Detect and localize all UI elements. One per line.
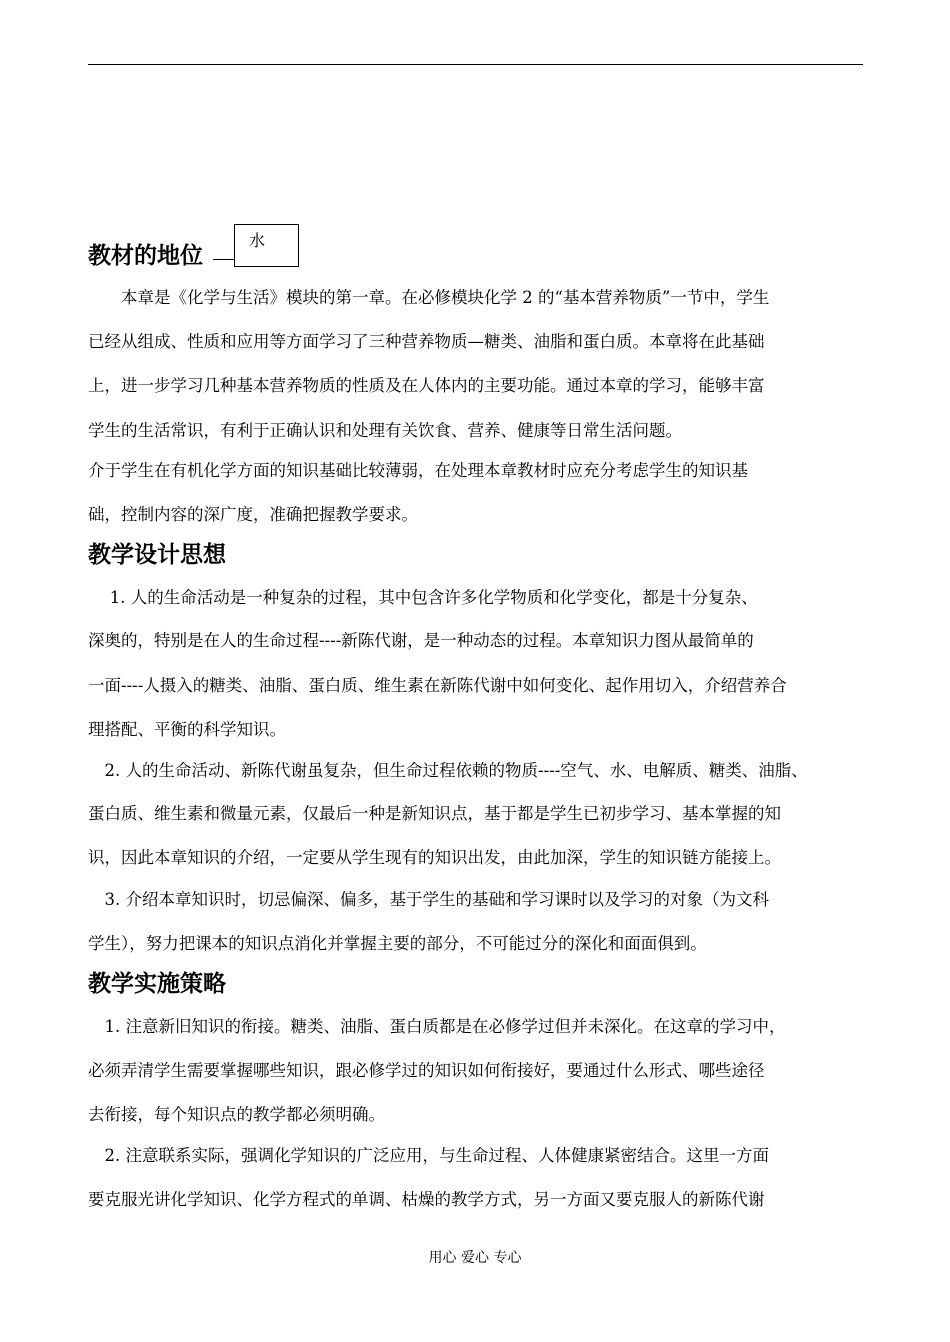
paragraph-line: 必须弄清学生需要掌握哪些知识，跟必修学过的知识如何衔接好，要通过什么形式、哪些途径 — [88, 1061, 765, 1080]
header-rule — [88, 64, 863, 65]
paragraph-line: 本章是《化学与生活》模块的第一章。在必修模块化学 2 的“基本营养物质”一节中，学生 — [88, 288, 770, 307]
paragraph-line: 1. 注意新旧知识的衔接。糖类、油脂、蛋白质都是在必修学过但并未深化。在这章的学习中， — [88, 1017, 786, 1036]
paragraph-line: 2. 注意联系实际，强调化学知识的广泛应用，与生命过程、人体健康紧密结合。这里一方面 — [88, 1146, 769, 1165]
water-box — [234, 224, 299, 267]
paragraph-line: 学生），努力把课本的知识点消化并掌握主要的部分，不可能过分的深化和面面俱到。 — [88, 934, 707, 953]
paragraph-line: 理搭配、平衡的科学知识。 — [88, 720, 286, 739]
paragraph-line: 1. 人的生命活动是一种复杂的过程，其中包含许多化学物质和化学变化，都是十分复杂、 — [88, 588, 758, 607]
paragraph-line: 学生的生活常识，有利于正确认识和处理有关饮食、营养、健康等日常生活问题。 — [88, 421, 682, 440]
paragraph-line: 础，控制内容的深广度，准确把握教学要求。 — [88, 505, 418, 524]
paragraph-line: 3. 介绍本章知识时，切忌偏深、偏多，基于学生的基础和学习课时以及学习的对象（为文科 — [88, 890, 769, 909]
paragraph-line: 去衔接，每个知识点的教学都必须明确。 — [88, 1105, 385, 1124]
section-heading-design: 教学设计思想 — [88, 542, 226, 568]
paragraph-line: 上，进一步学习几种基本营养物质的性质及在人体内的主要功能。通过本章的学习，能够丰富 — [88, 376, 765, 395]
paragraph-line: 蛋白质、维生素和微量元素，仅最后一种是新知识点，基于都是学生已初步学习、基本掌握的知 — [88, 804, 781, 823]
paragraph-line: 2. 人的生命活动、新陈代谢虽复杂，但生命过程依赖的物质----空气、水、电解质、糖类、油脂、 — [88, 761, 808, 780]
section-heading-strategy: 教学实施策略 — [88, 971, 226, 997]
box-connector-line — [213, 259, 235, 260]
water-box-label: 水 — [249, 231, 266, 250]
paragraph-line: 已经从组成、性质和应用等方面学习了三种营养物质—糖类、油脂和蛋白质。本章将在此基础 — [88, 332, 765, 351]
paragraph-line: 介于学生在有机化学方面的知识基础比较薄弱，在处理本章教材时应充分考虑学生的知识基 — [88, 461, 748, 480]
paragraph-line: 要克服光讲化学知识、化学方程式的单调、枯燥的教学方式，另一方面又要克服人的新陈代谢 — [88, 1190, 765, 1209]
paragraph-line: 深奥的，特别是在人的生命过程----新陈代谢，是一种动态的过程。本章知识力图从最简单的 — [88, 631, 754, 650]
section-heading-position: 教材的地位 — [88, 243, 203, 269]
paragraph-line: 一面----人摄入的糖类、油脂、蛋白质、维生素在新陈代谢中如何变化、起作用切入，介绍营养合 — [88, 676, 787, 695]
page-footer: 用心 爱心 专心 — [428, 1250, 522, 1266]
paragraph-line: 识，因此本章知识的介绍，一定要从学生现有的知识出发，由此加深，学生的知识链方能接上。 — [88, 848, 781, 867]
